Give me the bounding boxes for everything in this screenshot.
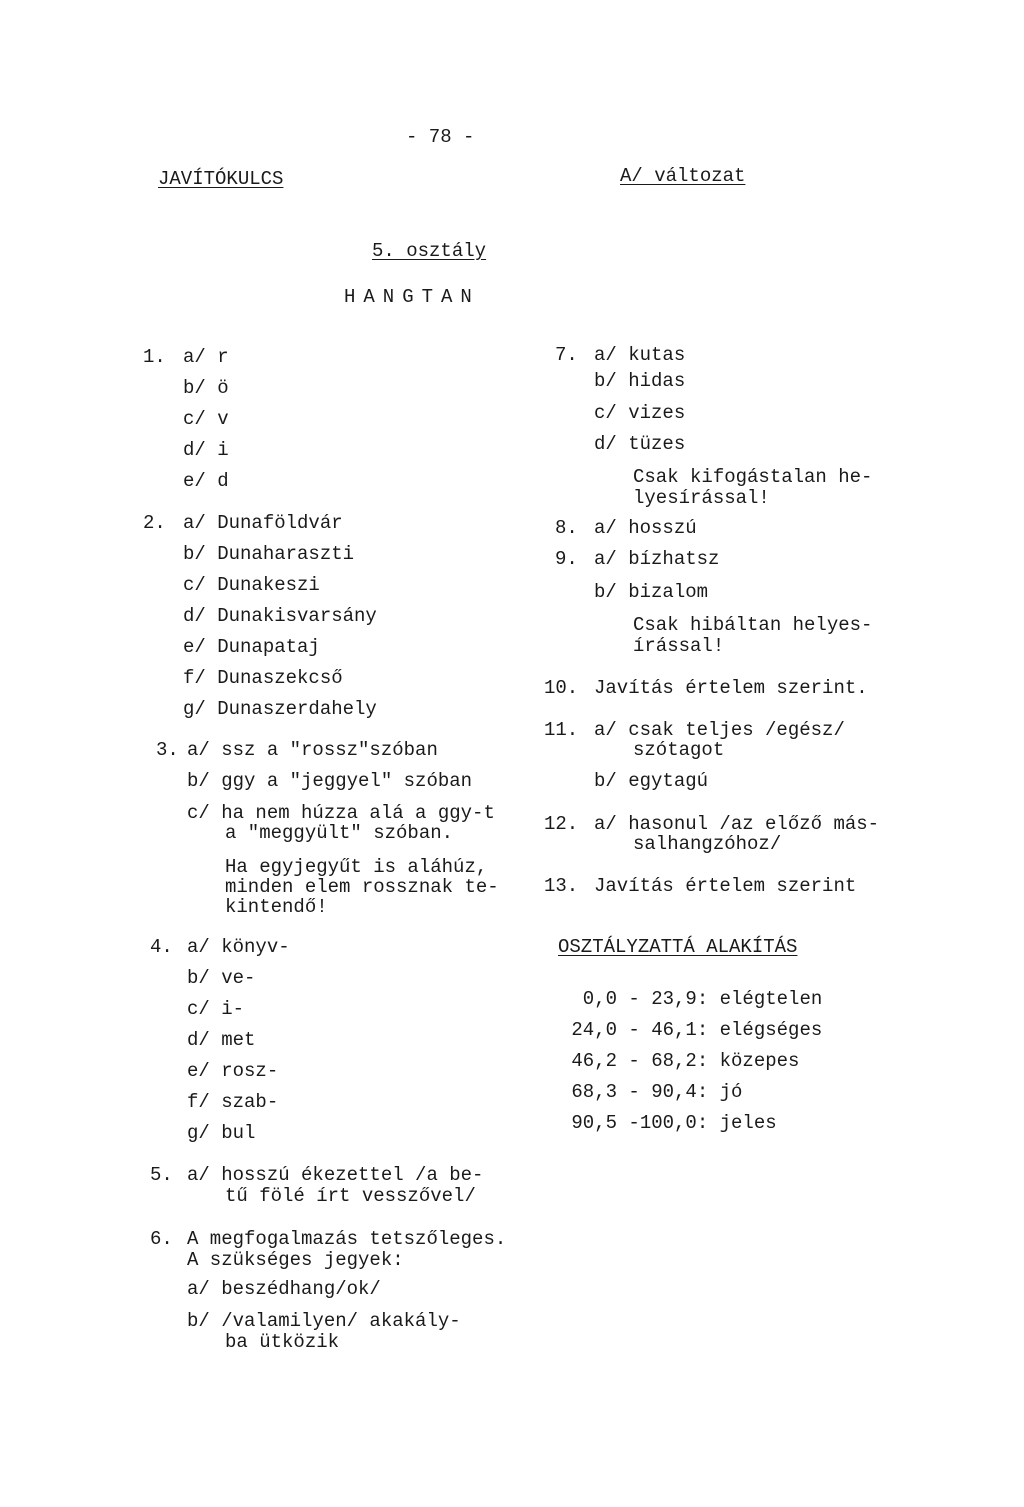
q7-note-line2: lyesírással! xyxy=(633,487,770,509)
question-10-number: 10. xyxy=(544,677,579,699)
q13-answer: Javítás értelem szerint xyxy=(594,875,857,897)
q3-item-c-line2: a "meggyült" szóban. xyxy=(225,822,454,844)
question-3-number: 3. xyxy=(156,739,179,761)
q11-item-a-line1: a/ csak teljes /egész/ xyxy=(594,719,845,741)
q6-item-b-line2: ba ütközik xyxy=(225,1331,340,1353)
q7-item: b/ hidas xyxy=(594,370,686,392)
question-12-number: 12. xyxy=(544,813,579,835)
question-2-number: 2. xyxy=(143,512,166,534)
question-11-number: 11. xyxy=(544,719,579,741)
q3-item-c-line1: c/ ha nem húzza alá a ggy-t xyxy=(187,802,495,824)
q1-item: d/ i xyxy=(183,439,229,461)
q7-item: a/ kutas xyxy=(594,344,686,366)
q6-line1: A megfogalmazás tetszőleges. xyxy=(187,1228,507,1250)
q2-item: c/ Dunakeszi xyxy=(183,574,320,596)
answer-key-title: JAVÍTÓKULCS xyxy=(158,168,284,190)
q11-item-a-line2: szótagot xyxy=(633,739,725,761)
q4-item: f/ szab- xyxy=(187,1091,279,1113)
q4-item: a/ könyv- xyxy=(187,936,290,958)
q6-line2: A szükséges jegyek: xyxy=(187,1249,404,1271)
q4-item: e/ rosz- xyxy=(187,1060,279,1082)
q3-item-b: b/ ggy a "jeggyel" szóban xyxy=(187,770,473,792)
grading-row: 90,5 -100,0: jeles xyxy=(560,1112,777,1134)
grading-row: 68,3 - 90,4: jó xyxy=(560,1081,743,1103)
q3-note-line3: kintendő! xyxy=(225,896,328,918)
q2-item: a/ Dunaföldvár xyxy=(183,512,343,534)
question-4-number: 4. xyxy=(150,936,173,958)
subject-title: HANGTAN xyxy=(344,286,480,308)
q2-item: g/ Dunaszerdahely xyxy=(183,698,377,720)
q6-item-a: a/ beszédhang/ok/ xyxy=(187,1278,381,1300)
q9-note-line1: Csak hibáltan helyes- xyxy=(633,614,873,636)
q1-item: a/ r xyxy=(183,346,229,368)
q7-note-line1: Csak kifogástalan he- xyxy=(633,466,873,488)
q1-item: b/ ö xyxy=(183,377,229,399)
q5-line2: tű fölé írt vesszővel/ xyxy=(225,1185,476,1207)
q2-item: d/ Dunakisvarsány xyxy=(183,605,377,627)
q9-item: a/ bízhatsz xyxy=(594,548,720,570)
q4-item: c/ i- xyxy=(187,998,245,1020)
q6-item-b-line1: b/ /valamilyen/ akakály- xyxy=(187,1310,461,1332)
version-label: A/ változat xyxy=(620,165,746,187)
q11-item-b: b/ egytagú xyxy=(594,770,709,792)
q4-item: d/ met xyxy=(187,1029,256,1051)
question-8-number: 8. xyxy=(555,517,578,539)
q7-item: c/ vizes xyxy=(594,402,686,424)
q2-item: b/ Dunaharaszti xyxy=(183,543,355,565)
q3-note-line1: Ha egyjegyűt is aláhúz, xyxy=(225,856,488,878)
q8-answer: a/ hosszú xyxy=(594,517,697,539)
question-1-number: 1. xyxy=(143,346,166,368)
q9-item: b/ bizalom xyxy=(594,581,709,603)
q4-item: g/ bul xyxy=(187,1122,256,1144)
q5-line1: a/ hosszú ékezettel /a be- xyxy=(187,1164,484,1186)
grading-row: 24,0 - 46,1: elégséges xyxy=(560,1019,823,1041)
grading-title: OSZTÁLYZATTÁ ALAKÍTÁS xyxy=(558,936,798,958)
grading-row: 46,2 - 68,2: közepes xyxy=(560,1050,800,1072)
q7-item: d/ tüzes xyxy=(594,433,686,455)
question-6-number: 6. xyxy=(150,1228,173,1250)
q1-item: c/ v xyxy=(183,408,229,430)
question-7-number: 7. xyxy=(555,344,578,366)
q4-item: b/ ve- xyxy=(187,967,256,989)
q9-note-line2: írással! xyxy=(633,635,725,657)
question-9-number: 9. xyxy=(555,548,578,570)
page-number: - 78 - xyxy=(406,126,475,148)
q12-line1: a/ hasonul /az előző más- xyxy=(594,813,880,835)
q10-answer: Javítás értelem szerint. xyxy=(594,677,868,699)
q1-item: e/ d xyxy=(183,470,229,492)
q2-item: f/ Dunaszekcső xyxy=(183,667,343,689)
class-title: 5. osztály xyxy=(372,240,487,262)
grading-row: 0,0 - 23,9: elégtelen xyxy=(560,988,823,1010)
q3-note-line2: minden elem rossznak te- xyxy=(225,876,499,898)
q12-line2: salhangzóhoz/ xyxy=(633,833,782,855)
question-13-number: 13. xyxy=(544,875,579,897)
q3-item-a: a/ ssz a "rossz"szóban xyxy=(187,739,438,761)
question-5-number: 5. xyxy=(150,1164,173,1186)
q2-item: e/ Dunapataj xyxy=(183,636,320,658)
